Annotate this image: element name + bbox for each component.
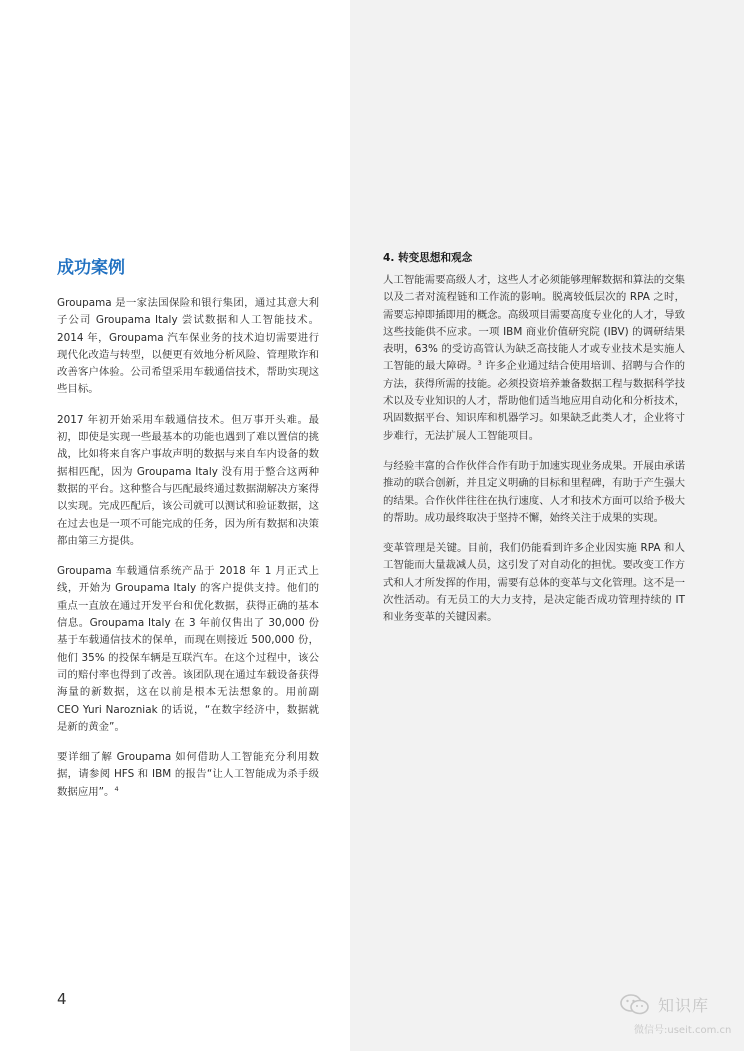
right-paragraph-1 xyxy=(383,272,685,445)
left-paragraph-3: Groupama 车载通信系统产品于 2018 年 1 月正式上线，开始为 Groupama Italy 的客户提供支持。他们的重点一直放在通过开发平台和优化数据，获得正确的基本信息。Groupama Italy 在 3 年前仅售出了 30,000 份基于车载通信技术的保单，而现在则接近 500,000 份，他们 35% 的投保车辆是互联汽车。在这个过程中，该公司的赔付率也得到了改善。该团队现在通过车载设备获得海量的新数据，这在以前是根本无法想象的。用前副 CEO Yuri Narozniak 的话说，“在数字经济中，数据就是新的黄金”。 xyxy=(57,565,319,733)
left-paragraph-2: 2017 年初开始采用车载通信技术。但万事开头难。最初，即使是实现一些最基本的功能也遇到了难以置信的挑战，比如将来自客户事故声明的数据与来自车内设备的数据相匹配，因为 Groupama Italy 没有用于整合这两种数据的平台。这种整合与匹配最终通过数据湖解决方案得以实现。完成匹配后，该公司就可以测试和验证数据，这在过去也是一项不可能完成的任务，因为所有数据和决策都由第三方提供。 xyxy=(57,413,319,547)
left-body xyxy=(57,295,319,814)
watermark-name: 知识库 xyxy=(658,996,710,1015)
right-heading: 4. 转变思想和观念 xyxy=(383,252,473,264)
right-paragraph-1-text-a: 人工智能需要高级人才，这些人才必须能够理解数据和算法的交集以及二者对流程链和工作流的影响。脱离较低层次的 RPA 之时，需要忘掉即插即用的概念。高级项目需要高度专业化的人才，导致这些技能供不应求。一项 IBM 商业价值研究院 (IBV) 的调研结果表明，63% 的受访高管认为缺乏高技能人才或专业技术是实施人工智能的最大障碍。 xyxy=(383,274,685,373)
watermark xyxy=(614,991,734,1041)
watermark-subtitle: 微信号:useit.com.cn xyxy=(634,1025,732,1036)
footnote-ref-4[interactable]: 4 xyxy=(114,784,119,793)
section-title: 成功案例 xyxy=(57,258,125,278)
left-column xyxy=(0,0,350,1051)
footnote-ref-3[interactable]: 3 xyxy=(477,359,482,368)
left-paragraph-4 xyxy=(57,749,319,801)
right-body xyxy=(383,250,685,640)
left-paragraph-1: Groupama 是一家法国保险和银行集团，通过其意大利子公司 Groupama Italy 尝试数据和人工智能技术。2014 年，Groupama 汽车保业务的技术迫切需要进行现代化改造与转型，以便更有效地分析风险、管理欺诈和改善客户体验。公司希望采用车载通信技术，帮助实现这些目标。 xyxy=(57,297,319,396)
right-paragraph-1-text-b: 许多企业通过结合使用培训、招聘与合作的方法，获得所需的技能。必须投资培养兼备数据工程与数据科学技术以及专业知识的人才，帮助他们适当地应用自动化和分析技术，巩固数据平台、知识库和机器学习。如果缺乏此类人才，企业将寸步难行，无法扩展人工智能项目。 xyxy=(383,360,685,442)
wechat-icon xyxy=(620,993,650,1017)
right-paragraph-3: 变革管理是关键。目前，我们仍能看到许多企业因实施 RPA 和人工智能而大量裁减人员，这引发了对自动化的担忧。要改变工作方式和人才所发挥的作用，需要有总体的变革与文化管理。这不是一次性活动。有无员工的大力支持，是决定能否成功管理持续的 IT 和业务变革的关键因素。 xyxy=(383,542,685,624)
right-paragraph-2: 与经验丰富的合作伙伴合作有助于加速实现业务成果。开展由承诺推动的联合创新，并且定义明确的目标和里程碑，有助于产生强大的结果。合作伙伴往往在执行速度、人才和技术方面可以给予极大的帮助。成功最终取决于坚持不懈，始终关注于成果的实现。 xyxy=(383,459,685,524)
left-paragraph-4-text: 要详细了解 Groupama 如何借助人工智能充分利用数据，请参阅 HFS 和 IBM 的报告“让人工智能成为杀手级数据应用”。 xyxy=(57,751,319,798)
page-number: 4 xyxy=(57,990,67,1008)
